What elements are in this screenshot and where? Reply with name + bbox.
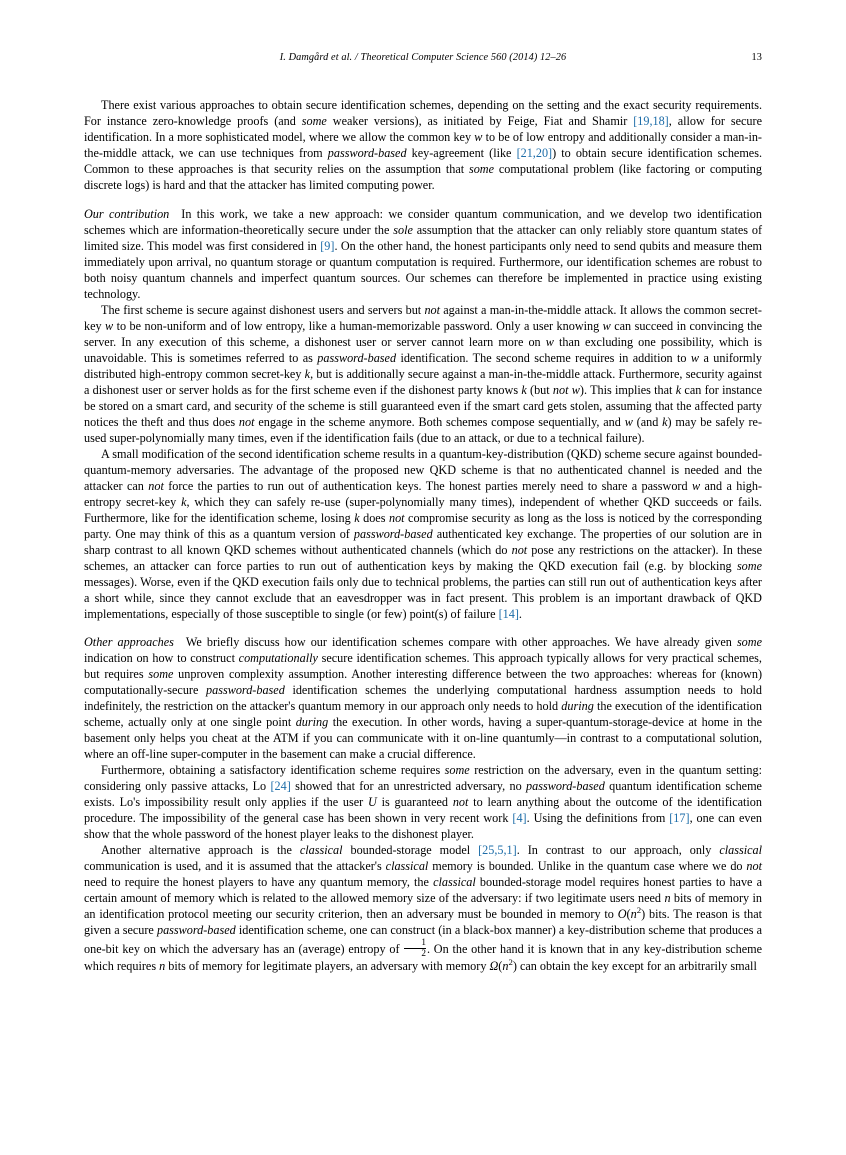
paragraph-impossibility-text-d: , one can even show that the whole password of the honest player leaks to the dishonest player. <box>84 811 762 841</box>
paragraph-bounded-storage <box>84 842 762 974</box>
heading-our-contribution: Our contribution <box>84 206 170 221</box>
citation-4[interactable]: [4] <box>512 811 527 825</box>
paragraph-bounded-storage-text-a: Another alternative approach is the classical bounded-storage model <box>101 843 479 857</box>
paragraph-intro-text-a: There exist various approaches to obtain secure identification schemes, depending on the setting and the exact security requirements. For instance zero-knowledge proofs (and some weaker versions), as initiated by Feige, Fiat and Shamir <box>84 98 762 128</box>
paragraph-intro-text-c: ) to obtain secure identification schemes. Common to these approaches is that security relies on the assumption that some computational problem (like factoring or computing discrete logs) is hard and that the attacker has limited computing power. <box>84 146 762 192</box>
paragraph-qkd-text-a: A small modification of the second identification scheme results in a quantum-key-distribution (QKD) scheme secure against bounded-quantum-memory adversaries. The advantage of the proposed new QKD scheme is that no authenticated channel is needed and the attacker can not force the parties to run out of authentication keys. The honest parties merely need to share a password w and a high-entropy secret-key k, which they can safely re-use (super-polynomially many times), independent of whether QKD succeeds or fails. Furthermore, like for the identification scheme, losing k does not compromise security as long as the loss is noticed by the corresponding party. One may think of this as a quantum version of password-based authenticated key exchange. The properties of our solution are in sharp contrast to all known QKD schemes without authenticated channels (which do not pose any restrictions on the attacker). In these schemes, an attacker can force parties to run out of authentication keys by making the QKD execution fail (e.g. by blocking some messages). Worse, even if the QKD execution fails only due to technical problems, the parties can still run out of authentication keys after a short while, since they cannot exclude that an eavesdropper was in fact present. This problem is an important drawback of QKD implementations, especially of those susceptible to single (or few) point(s) of failure <box>84 446 763 621</box>
citation-9[interactable]: [9] <box>320 238 335 253</box>
paragraph-impossibility-text-b: showed that for an unrestricted adversary, no password-based quantum identification scheme exists. Lo's impossibility result only applies if the user U is guaranteed not to learn anything about the outcome of the identification procedure. The impossibility of the general case has been shown in very recent work <box>84 779 762 825</box>
paragraph-bounded-storage-text-b: . In contrast to our approach, only classical communication is used, and it is assumed that the attacker's classical memory is bounded. Unlike in the quantum case where we do not need to require the honest players to have any quantum memory, the classical bounded-storage model requires honest parties to have a certain amount of memory which is related to the allowed memory size of the adversary: if two legitimate users need n bits of memory in an identification protocol meeting our security criterion, then an adversary must be bounded in memory to $O(n^2)$ bits. The reason is that given a secure password-based identification scheme, one can construct (in a black-box manner) a key-distribution scheme that produces a one-bit key on which the adversary has an (average) entropy of $\frac{1}{2}$ . On the other hand it is known that in any key-distribution scheme which requires n bits of memory for legitimate players, an adversary with memory $\Omega(n^2)$ can obtain the key except for an arbitrarily small <box>84 843 763 974</box>
paragraph-impossibility-text-a: Furthermore, obtaining a satisfactory identification scheme requires some restriction on the adversary, even in the quantum setting: considering only passive attacks, Lo <box>84 763 762 793</box>
paragraph-other-approaches <box>84 634 762 762</box>
paragraph-our-contribution-text-a: In this work, we take a new approach: we consider quantum communication, and we develop two identification schemes which are information-theoretically secure under the sole assumption that the attacker can only reliably store quantum states of limited size. This model was first considered in <box>84 206 763 253</box>
running-head <box>84 52 762 63</box>
paragraph-intro-text-b: , allow for secure identification. In a more sophisticated model, where we allow the common key w to be of low entropy and additionally consider a man-in-the-middle attack, we can use techniques from password-based key-agreement (like <box>84 114 762 160</box>
page-number: 13 <box>751 52 762 63</box>
citation-17[interactable]: [17] <box>669 811 690 825</box>
citation-21-20[interactable]: [21,20] <box>516 146 553 160</box>
paragraph-other-approaches-text: We briefly discuss how our identification schemes compare with other approaches. We have already given some indication on how to construct computationally secure identification schemes. This approach typically allows for very practical schemes, but requires some unproven complexity assumption. Another interesting difference between the two approaches: whereas for (known) computationally-secure password-based identification schemes the underlying computational hardness assumption needs to hold indefinitely, the restriction on the attacker's quantum memory in our approach only needs to hold during the execution of the identification scheme, actually only at one single point during the execution. In other words, having a super-quantum-storage-device at home in the basement only helps you cheat at the ATM if you can communicate with it on-line quantumly—in contrast to a computational solution, where an off-line super-computer in the basement can make a crucial difference. <box>84 635 763 761</box>
paragraph-first-scheme: The first scheme is secure against dishonest users and servers but not against a man-in-the-middle attack. It allows the common secret-key w to be non-uniform and of low entropy, like a human-memorizable password. Only a user knowing w can succeed in convincing the server. In any execution of this scheme, a dishonest user or server cannot learn more on w than excluding one possibility, which is unavoidable. This is sometimes referred to as password-based identification. The second scheme requires in addition to w a uniformly distributed high-entropy common secret-key k, but is additionally secure against a man-in-the-middle attack. Furthermore, security against a dishonest user or server holds as for the first scheme even if the dishonest party knows k (but not w). This implies that k can for instance be stored on a smart card, and security of the scheme is still guaranteed even if the smart card gets stolen, assuming that the affected party notices the theft and thus does not engage in the scheme anymore. Both schemes compose sequentially, and w (and k) may be safely re-used super-polynomially many times, even if the identification fails (due to an attack, or due to a technical failure). <box>84 302 763 445</box>
heading-other-approaches: Other approaches <box>84 635 174 649</box>
citation-19-18[interactable]: [19,18] <box>633 114 669 128</box>
running-head-text: I. Damgård et al. / Theoretical Computer Science 560 (2014) 12–26 <box>279 52 567 63</box>
paragraph-our-contribution-text-b: . On the other hand, the honest participants only need to send qubits and measure them immediately upon arrival, no quantum storage or quantum computation is required. Furthermore, our identification schemes are robust to both noisy quantum channels and imperfect quantum sources. Our schemes can therefore be implemented in practice using existing technology. <box>84 238 762 301</box>
paragraph-impossibility-text-c: . Using the definitions from <box>526 811 670 825</box>
paragraph-our-contribution <box>84 206 762 302</box>
paragraph-impossibility <box>84 762 762 842</box>
citation-14[interactable]: [14] <box>498 606 519 621</box>
citation-25-5-1[interactable]: [25,5,1] <box>478 843 517 857</box>
paragraph-qkd <box>84 446 762 622</box>
article-body <box>84 97 762 974</box>
paragraph-qkd-text-b: . <box>518 606 522 621</box>
paragraph-intro <box>84 97 762 193</box>
citation-24[interactable]: [24] <box>270 779 291 793</box>
